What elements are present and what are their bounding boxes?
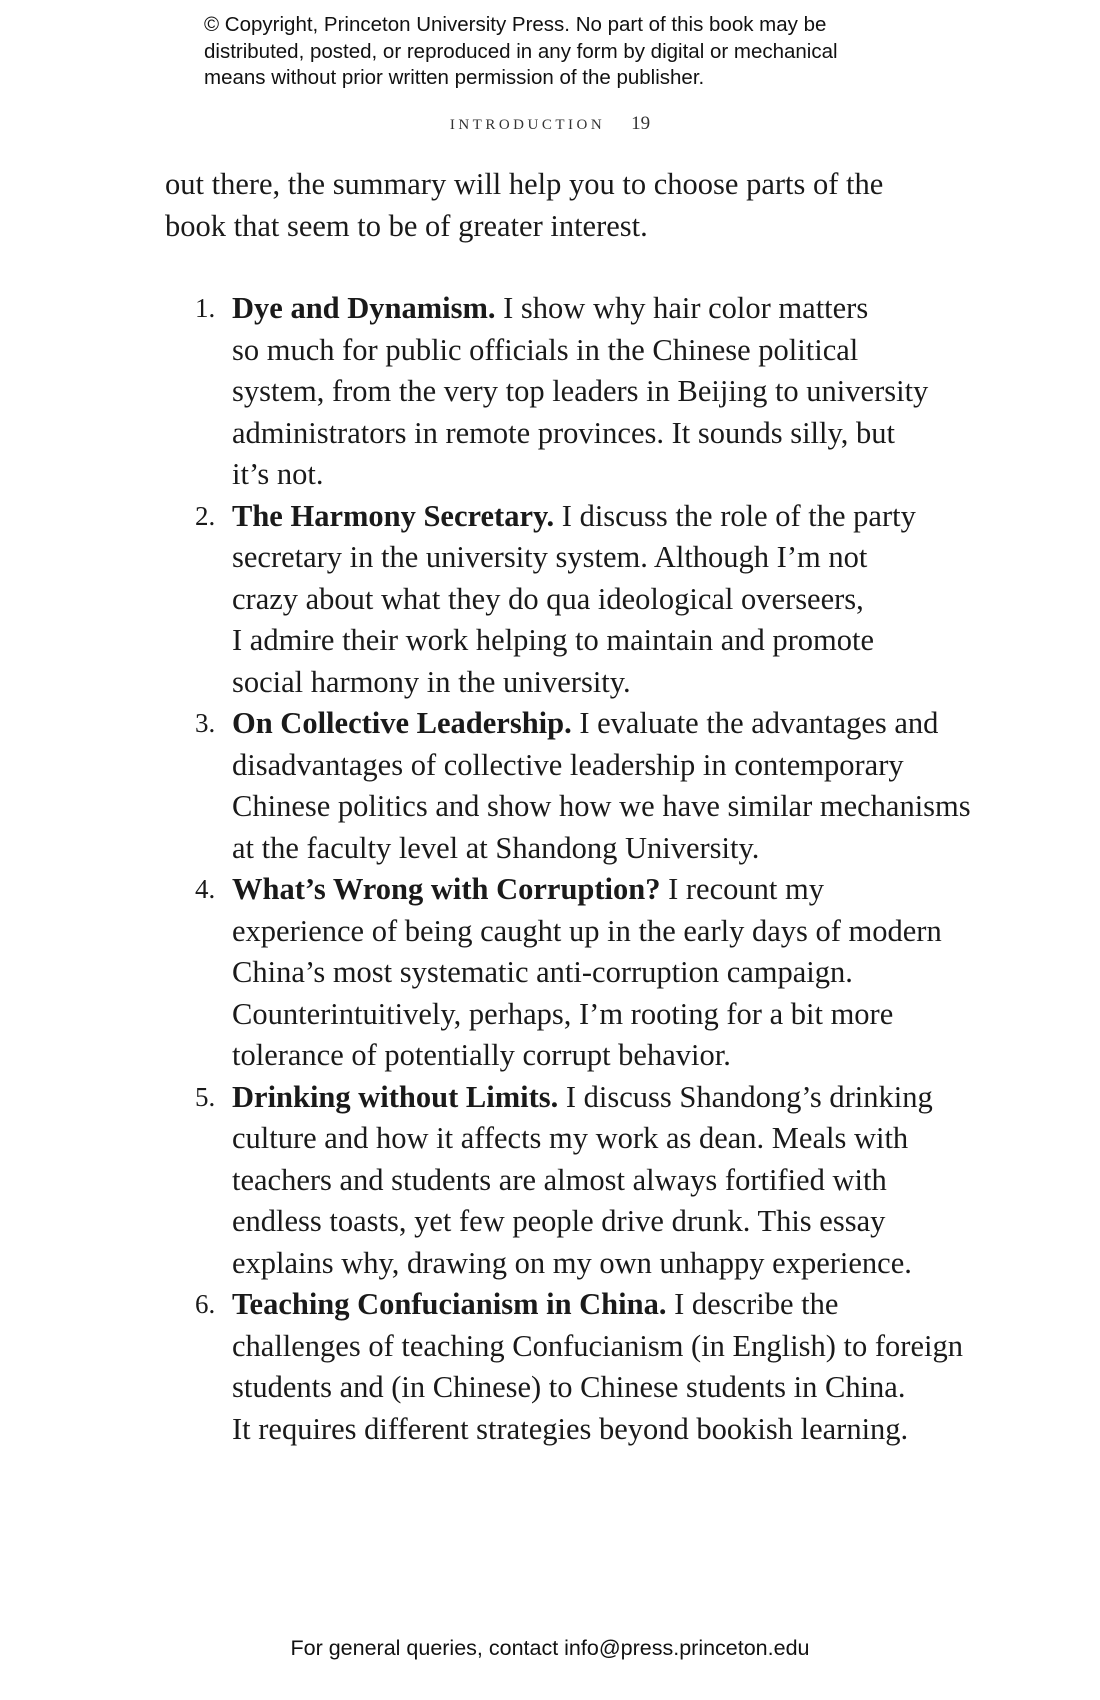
item-title: On Collective Leadership. — [232, 706, 572, 740]
item-line: disadvantages of collective leadership in contemporary — [232, 747, 904, 782]
item-first-line — [232, 288, 935, 330]
chapter-summary-list — [165, 288, 971, 1450]
item-line: Chinese politics and show how we have similar mechanisms — [232, 789, 971, 823]
item-title: The Harmony Secretary. — [232, 498, 555, 533]
item-number: 3. — [195, 708, 216, 738]
item-line: It requires different strategies beyond bookish learning. — [232, 1411, 909, 1446]
item-text: I recount my — [660, 872, 824, 906]
item-title: Dye and Dynamism. — [232, 291, 496, 325]
summary-item — [165, 288, 935, 496]
item-text: I evaluate the advantages and — [571, 706, 939, 740]
item-number: 1. — [195, 293, 216, 323]
copyright-notice — [204, 12, 924, 92]
summary-item — [165, 1284, 963, 1450]
item-title: Teaching Confucianism in China. — [232, 1287, 667, 1321]
item-line: China’s most systematic anti-corruption campaign. — [232, 955, 853, 989]
item-first-line — [232, 1077, 935, 1119]
item-number: 6. — [195, 1289, 216, 1319]
copyright-line: © Copyright, Princeton University Press. No part of this book may be — [204, 13, 827, 36]
contact-footer: For general queries, contact info@press.princeton.edu — [290, 1636, 810, 1660]
item-title: What’s Wrong with Corruption? — [232, 872, 661, 906]
item-line: system, from the very top leaders in Beijing to university — [232, 374, 929, 408]
item-line: Counterintuitively, perhaps, I’m rooting for a bit more — [232, 996, 894, 1031]
summary-item — [165, 869, 942, 1077]
copyright-line: means without prior written permission of the publisher. — [204, 66, 705, 89]
item-text: I discuss Shandong’s drinking — [558, 1079, 933, 1114]
intro-line: out there, the summary will help you to choose parts of the — [165, 167, 884, 201]
item-line: challenges of teaching Confucianism (in English) to foreign — [232, 1328, 963, 1363]
item-first-line — [232, 496, 935, 538]
item-line: at the faculty level at Shandong University. — [232, 830, 760, 865]
page-number: 19 — [631, 113, 651, 134]
intro-paragraph — [165, 164, 935, 247]
item-text: I discuss the role of the party — [554, 498, 916, 533]
item-line: secretary in the university system. Although I’m not — [232, 540, 868, 574]
item-number: 2. — [195, 500, 216, 531]
item-title: Drinking without Limits. — [232, 1079, 559, 1114]
item-line: it’s not. — [232, 457, 324, 491]
item-line: tolerance of potentially corrupt behavior. — [232, 1038, 731, 1072]
summary-item — [165, 1077, 935, 1285]
item-line: explains why, drawing on my own unhappy experience. — [232, 1245, 912, 1280]
item-first-line — [232, 703, 939, 745]
item-line: I admire their work helping to maintain and promote — [232, 623, 875, 657]
page-body — [165, 164, 971, 1450]
item-line: endless toasts, yet few people drive drunk. This essay — [232, 1204, 886, 1238]
item-line: administrators in remote provinces. It sounds silly, but — [232, 415, 896, 450]
item-first-line — [232, 1284, 935, 1326]
running-head-title: INTRODUCTION — [449, 117, 606, 133]
item-line: so much for public officials in the Chinese political — [232, 332, 859, 367]
item-number: 4. — [195, 874, 216, 904]
item-line: teachers and students are almost always fortified with — [232, 1162, 887, 1197]
item-text: I describe the — [666, 1287, 839, 1321]
item-number: 5. — [195, 1081, 216, 1112]
item-line: students and (in Chinese) to Chinese students in China. — [232, 1370, 906, 1404]
summary-item — [165, 703, 971, 869]
intro-line: book that seem to be of greater interest. — [165, 208, 648, 243]
item-text: I show why hair color matters — [495, 291, 869, 325]
summary-item — [165, 496, 935, 704]
item-first-line — [232, 869, 935, 911]
item-line: social harmony in the university. — [232, 664, 631, 699]
copyright-line: distributed, posted, or reproduced in any form by digital or mechanical — [204, 39, 838, 63]
running-head — [0, 113, 1100, 135]
item-line: crazy about what they do qua ideological overseers, — [232, 581, 864, 616]
item-line: culture and how it affects my work as dean. Meals with — [232, 1121, 909, 1155]
item-line: experience of being caught up in the early days of modern — [232, 913, 942, 948]
